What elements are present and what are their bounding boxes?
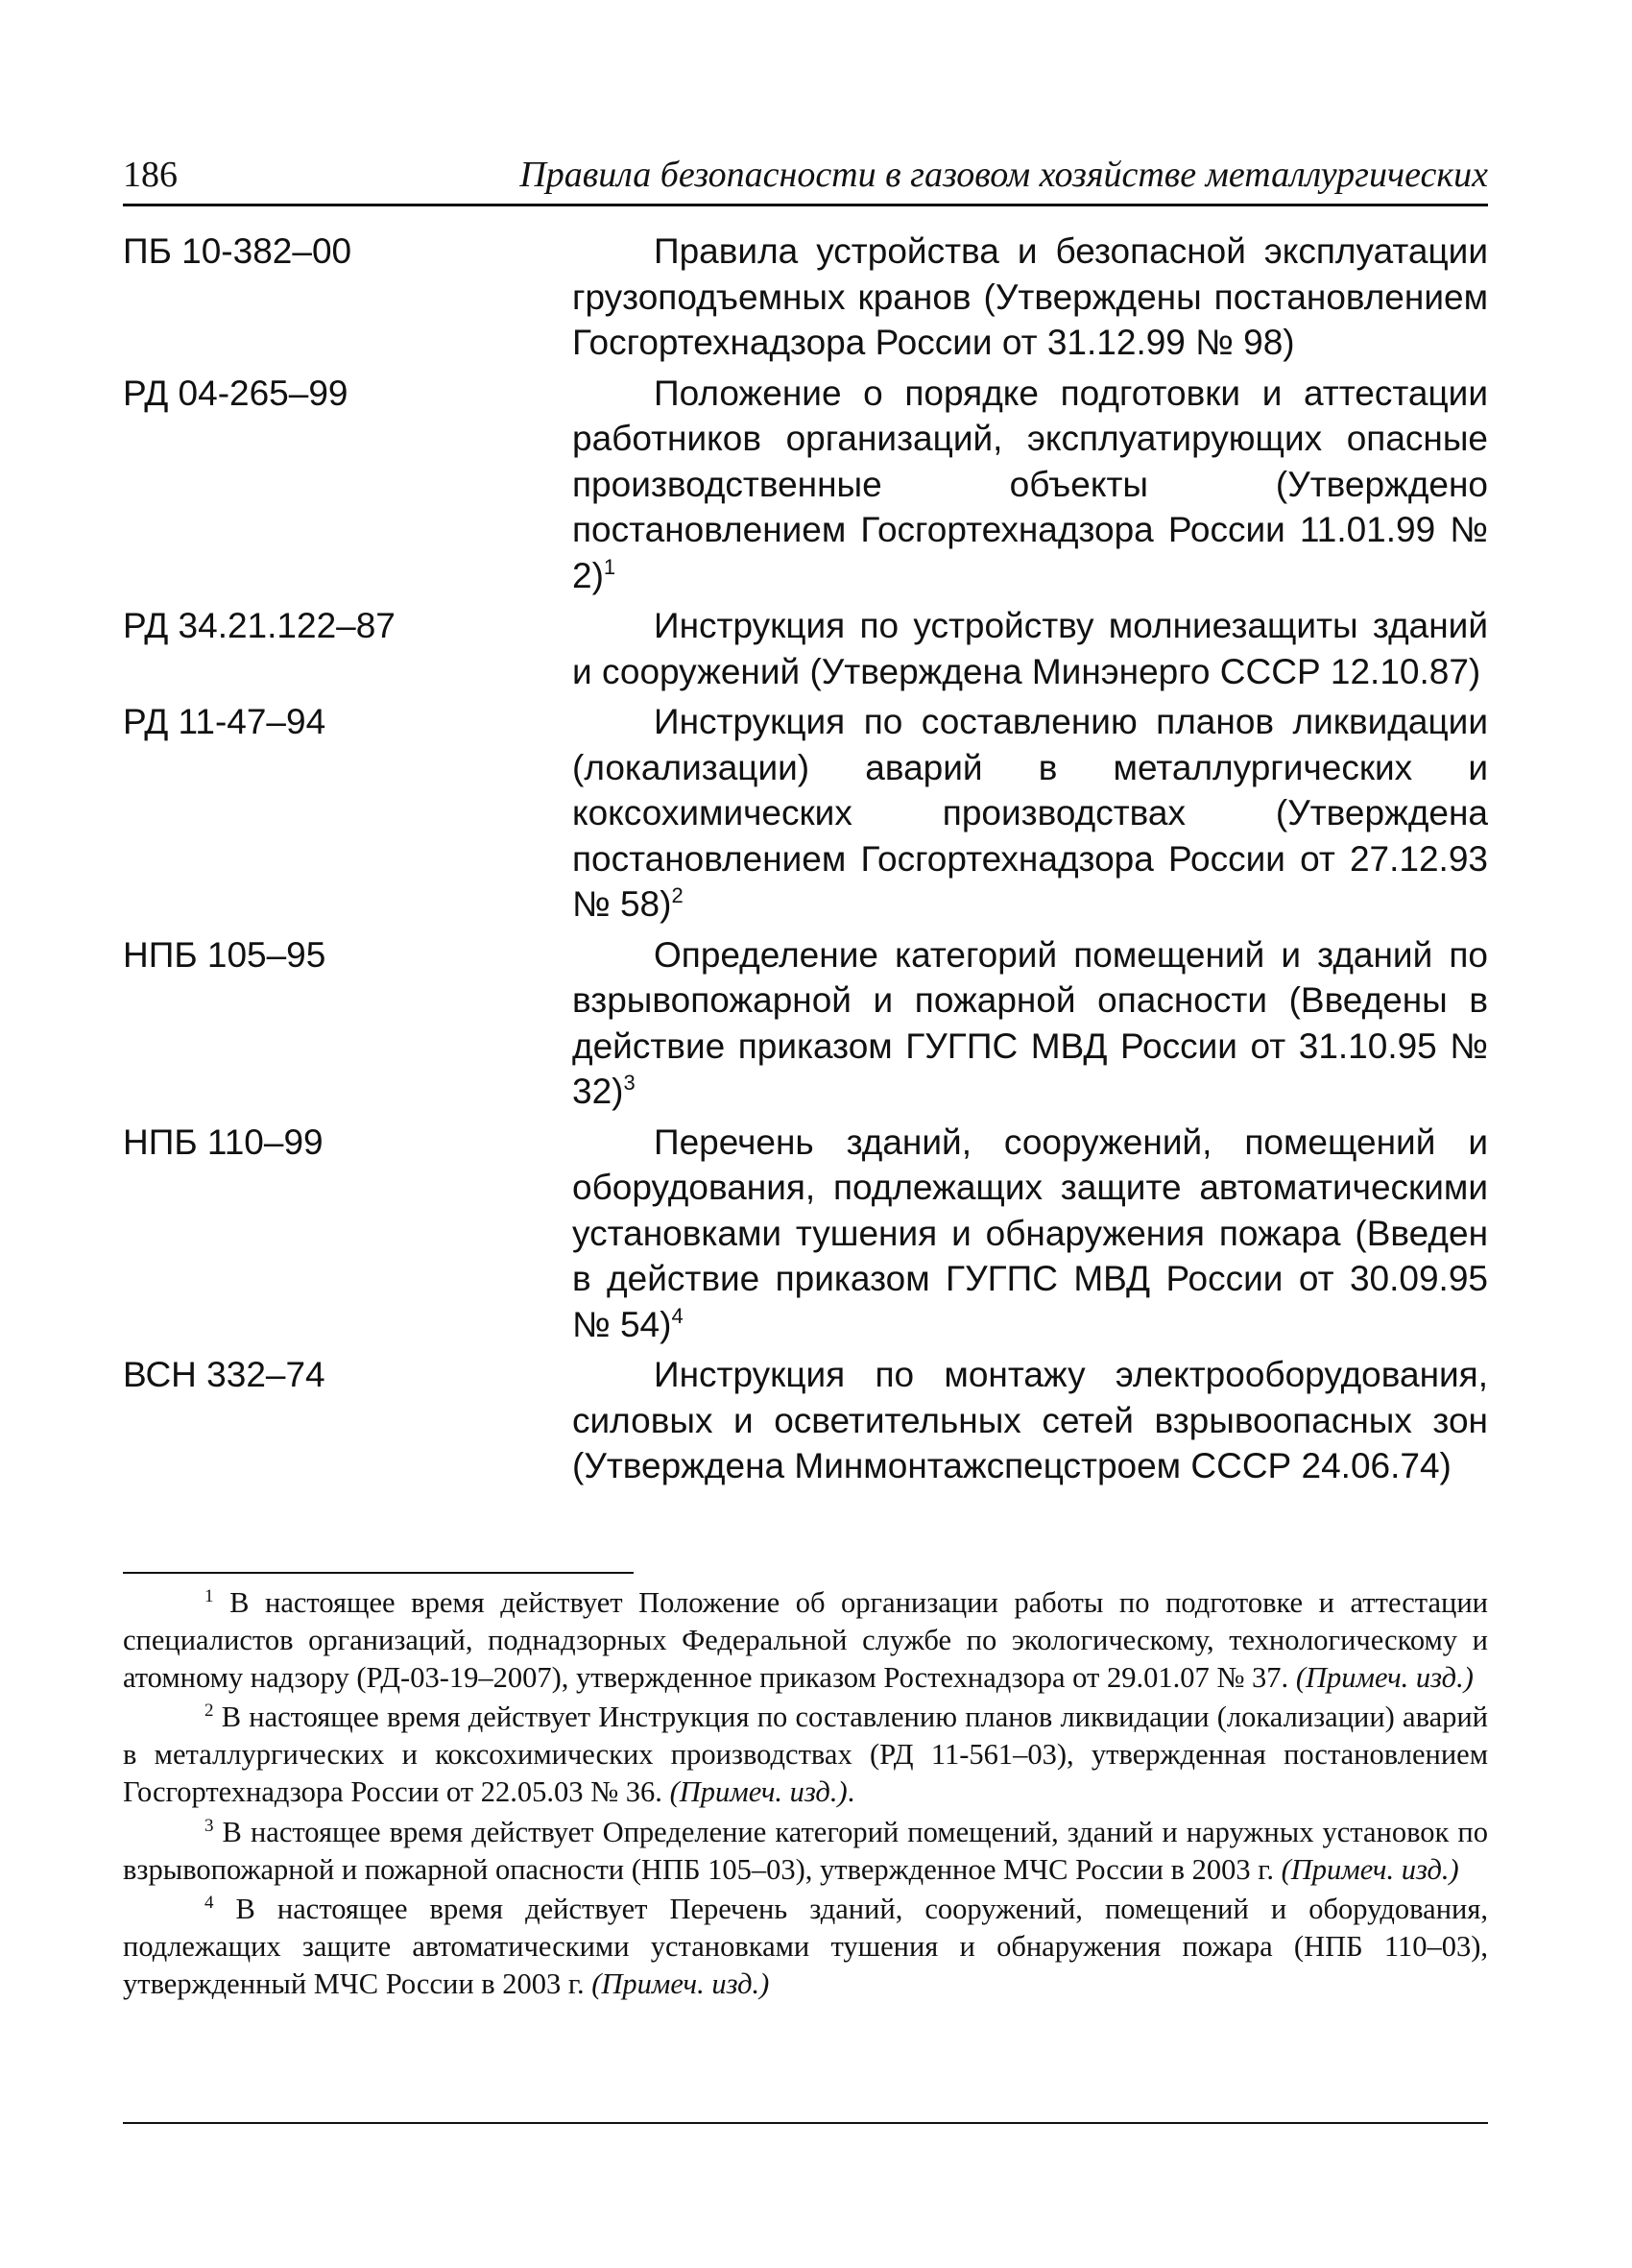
footnote-reference[interactable]: 4 xyxy=(671,1303,684,1328)
footnote xyxy=(123,1814,1488,1889)
regulation-title xyxy=(572,603,1488,694)
regulation-title xyxy=(572,229,1488,366)
regulation-title xyxy=(572,371,1488,599)
editor-note: (Примеч. изд.) xyxy=(591,1966,770,2000)
footnote-mark: 1 xyxy=(204,1586,214,1606)
footnote xyxy=(123,1699,1488,1810)
regulation-code: РД 04-265–99 xyxy=(123,373,348,413)
regulation-title-text: Инструкция по монтажу электрооборудования, силовых и осветительных сетей взрывоопасных зон (Утверждена Минмонтажспецстроем СССР 24.06.74) xyxy=(572,1355,1488,1485)
editor-note: (Примеч. изд.) xyxy=(1281,1852,1459,1886)
editor-note: (Примеч. изд.) xyxy=(669,1774,848,1808)
regulation-entry xyxy=(123,1352,1488,1489)
regulation-code: РД 34.21.122–87 xyxy=(123,606,396,645)
regulation-title-text: Правила устройства и безопасной эксплуатации грузоподъемных кранов (Утверждены постановлением Госгортехнадзора России от 31.12.99 № 98) xyxy=(572,231,1488,362)
regulation-entry xyxy=(123,932,1488,1115)
regulation-entry xyxy=(123,371,1488,599)
regulation-code: РД 11-47–94 xyxy=(123,702,326,741)
regulation-title-text: Перечень зданий, сооружений, помещений и оборудования, подлежащих защите автоматическими установками тушения и обнаружения пожара (Введен в действие приказом ГУГПС МВД России от 30.09.95 № 54) xyxy=(572,1122,1488,1344)
regulation-title xyxy=(572,932,1488,1115)
page-number: 186 xyxy=(123,155,178,195)
regulation-title xyxy=(572,1120,1488,1348)
footnote-mark: 4 xyxy=(204,1893,214,1914)
regulation-entry xyxy=(123,603,1488,694)
footnote-mark: 2 xyxy=(204,1701,214,1722)
regulation-code: НПБ 110–99 xyxy=(123,1122,324,1162)
footnote xyxy=(123,1584,1488,1696)
footnote-tail: . xyxy=(847,1774,855,1808)
bottom-rule xyxy=(123,2122,1488,2124)
regulation-title-text: Инструкция по устройству молниезащиты зданий и сооружений (Утверждена Минэнерго СССР 12.10.87) xyxy=(572,606,1488,691)
regulation-code: ВСН 332–74 xyxy=(123,1355,325,1394)
footnotes xyxy=(123,1584,1488,2006)
footnote-text: В настоящее время действует Инструкция по составлению планов ликвидации (локализации) аварий в металлургических и коксохимических производствах (РД 11-561–03), утвержденная постановлением Госгортехнадзора России от 22.05.03 № 36. xyxy=(123,1701,1488,1808)
editor-note: (Примеч. изд.) xyxy=(1295,1660,1474,1694)
regulation-entry xyxy=(123,699,1488,928)
footnote-reference[interactable]: 1 xyxy=(603,554,616,579)
regulation-code: ПБ 10-382–00 xyxy=(123,231,352,271)
header-rule xyxy=(123,204,1488,206)
regulations-list xyxy=(123,229,1488,1494)
page-header xyxy=(123,152,1488,202)
footnote-text: В настоящее время действует Перечень зданий, сооружений, помещений и оборудования, подлежащих защите автоматическими установками тушения и обнаружения пожара (НПБ 110–03), утвержденный МЧС России в 2003 г. xyxy=(123,1893,1488,2000)
footnote-mark: 3 xyxy=(204,1815,214,1836)
regulation-code: НПБ 105–95 xyxy=(123,934,326,975)
regulation-title-text: Положение о порядке подготовки и аттестации работников организаций, эксплуатирующих опасные производственные объекты (Утверждено постановлением Госгортехнадзора России 11.01.99 № 2) xyxy=(572,373,1488,595)
regulation-entry xyxy=(123,229,1488,366)
regulation-title xyxy=(572,1352,1488,1489)
footnote-separator xyxy=(123,1572,634,1574)
running-title: Правила безопасности в газовом хозяйстве металлургических xyxy=(519,155,1488,195)
regulation-entry xyxy=(123,1120,1488,1348)
footnote-reference[interactable]: 3 xyxy=(623,1071,636,1095)
footnote-reference[interactable]: 2 xyxy=(671,883,684,907)
footnote-text: В настоящее время действует Положение об организации работы по подготовке и аттестации специалистов организаций, поднадзорных Федеральной службе по экологическому, технологическому и атомному надзору (РД-03-19–2007), утвержденное приказом Ростехнадзора от 29.01.07 № 37. xyxy=(123,1586,1488,1694)
regulation-title xyxy=(572,699,1488,928)
regulation-title-text: Инструкция по составлению планов ликвидации (локализации) аварий в металлургических и коксохимических производствах (Утверждена постановлением Госгортехнадзора России от 27.12.93 № 58) xyxy=(572,702,1488,924)
footnote xyxy=(123,1891,1488,2002)
footnote-text: В настоящее время действует Определение категорий помещений, зданий и наружных установок по взрывопожарной и пожарной опасности (НПБ 105–03), утвержденное МЧС России в 2003 г. xyxy=(123,1815,1488,1886)
regulation-title-text: Определение категорий помещений и зданий по взрывопожарной и пожарной опасности (Введены в действие приказом ГУГПС МВД России от 31.10.95 № 32) xyxy=(572,934,1488,1111)
